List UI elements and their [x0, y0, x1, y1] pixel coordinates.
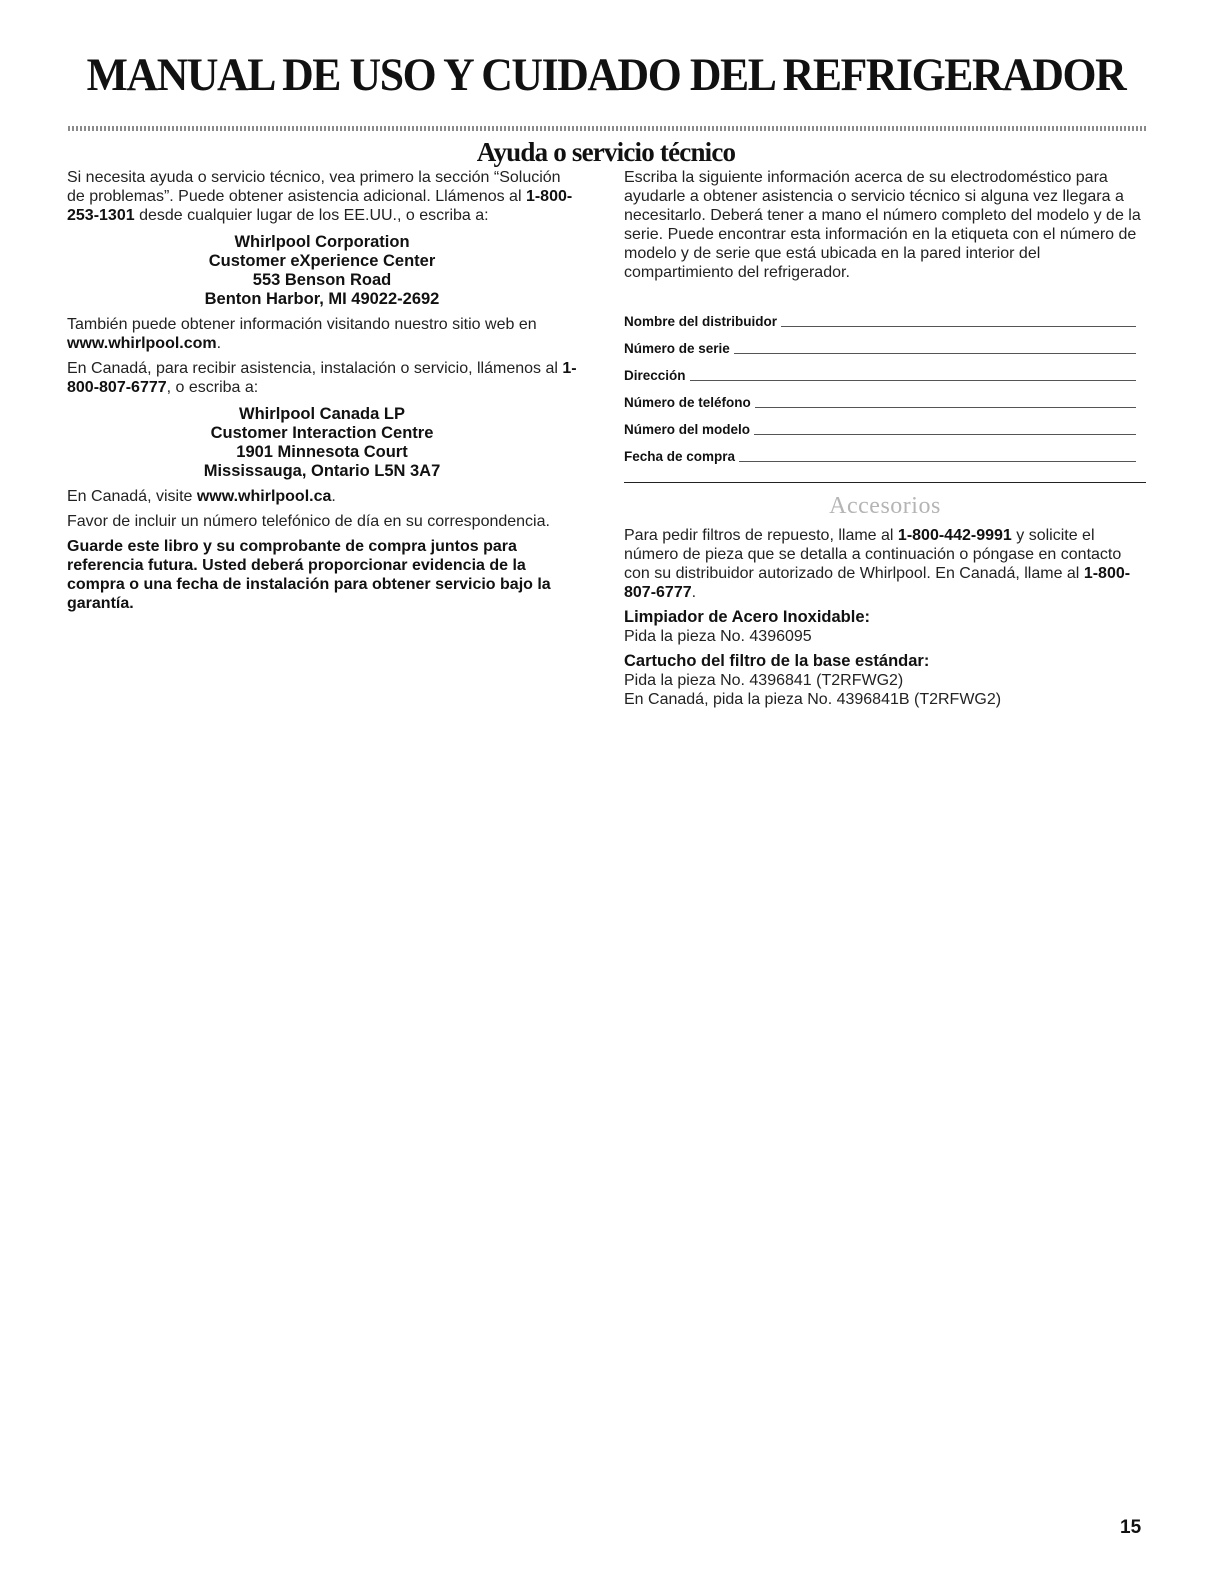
- left-column: [67, 168, 577, 619]
- form-label: Número de teléfono: [624, 395, 751, 410]
- filter-part: Pida la pieza No. 4396841 (T2RFWG2): [624, 672, 904, 689]
- text: , o escriba a:: [166, 379, 259, 396]
- cleaner-title: Limpiador de Acero Inoxidable:: [624, 608, 871, 626]
- address-line: Whirlpool Canada LP: [239, 405, 405, 423]
- website-paragraph: [67, 315, 577, 353]
- record-form: [624, 304, 1136, 466]
- text: También puede obtener información visitando nuestro sitio web en: [67, 316, 537, 333]
- form-row-phone: [624, 385, 1136, 412]
- form-line: [690, 379, 1136, 381]
- canada-paragraph: [67, 359, 577, 397]
- section-divider: [624, 482, 1146, 483]
- address-us: [67, 233, 577, 309]
- form-row-dealer: [624, 304, 1136, 331]
- phone-accessories-canada: 1-800-807-6777: [624, 565, 1131, 601]
- form-label: Nombre del distribuidor: [624, 314, 778, 329]
- address-line: Customer eXperience Center: [208, 252, 436, 270]
- help-paragraph: [67, 168, 577, 225]
- form-row-date: [624, 439, 1136, 466]
- form-line: [754, 433, 1136, 435]
- form-line: [739, 460, 1136, 462]
- accessories-paragraph: [624, 526, 1146, 602]
- address-line: Mississauga, Ontario L5N 3A7: [203, 462, 441, 480]
- canada-website-paragraph: [67, 487, 577, 506]
- phone-canada: 1-800-807-6777: [67, 360, 577, 396]
- address-line: 553 Benson Road: [252, 271, 392, 289]
- text: .: [216, 335, 222, 352]
- form-line: [755, 406, 1136, 408]
- info-intro: Escriba la siguiente información acerca de su electrodoméstico para ayudarle a obtener asistencia o servicio técnico si alguna vez llegara a necesitarlo. Deberá tener a mano el número completo del modelo y de la serie. Puede encontrar esta información en la etiqueta con el número de modelo y de serie que está ubicada en la pared interior del compartimiento del refrigerador.: [624, 169, 1141, 281]
- address-line: Whirlpool Corporation: [234, 233, 410, 251]
- cleaner-part: Pida la pieza No. 4396095: [624, 628, 812, 645]
- address-line: Customer Interaction Centre: [210, 424, 434, 442]
- form-label: Dirección: [624, 368, 686, 383]
- text: y solicite el número de pieza que se detalla a continuación o póngase en contacto con su distribuidor autorizado de Whirlpool. En Canadá, llame al: [624, 527, 1122, 582]
- form-row-model: [624, 412, 1136, 439]
- form-line: [781, 325, 1136, 327]
- form-label: Fecha de compra: [624, 449, 736, 464]
- page-title: MANUAL DE USO Y CUIDADO DEL REFRIGERADOR: [86, 49, 1126, 101]
- warranty-note: Guarde este libro y su comprobante de compra juntos para referencia futura. Usted deberá proporcionar evidencia de la compra o una fecha de instalación para obtener servicio bajo la garantía.: [67, 538, 551, 612]
- text: desde cualquier lugar de los EE.UU., o escriba a:: [134, 207, 489, 224]
- section-heading: Ayuda o servicio técnico: [476, 137, 736, 167]
- phone-us: 1-800-253-1301: [67, 188, 573, 224]
- address-line: 1901 Minnesota Court: [236, 443, 408, 461]
- phone-accessories: 1-800-442-9991: [897, 527, 1012, 544]
- form-label: Número del modelo: [624, 422, 751, 437]
- address-line: Benton Harbor, MI 49022-2692: [204, 290, 440, 308]
- text: En Canadá, para recibir asistencia, instalación o servicio, llámenos al: [67, 360, 563, 377]
- text: Para pedir filtros de repuesto, llame al: [624, 527, 898, 544]
- form-line: [734, 352, 1136, 354]
- website-canada: www.whirlpool.ca: [196, 488, 332, 505]
- form-row-serial: [624, 331, 1136, 358]
- title-divider: [68, 126, 1146, 131]
- website-us: www.whirlpool.com: [67, 335, 217, 352]
- text: .: [691, 584, 697, 601]
- form-label: Número de serie: [624, 341, 730, 356]
- filter-title: Cartucho del filtro de la base estándar:: [624, 652, 930, 670]
- right-column: [624, 168, 1146, 709]
- text: .: [331, 488, 336, 505]
- text: En Canadá, visite: [67, 488, 197, 505]
- text: Si necesita ayuda o servicio técnico, vea primero la sección “Solución de problemas”. Puede obtener asistencia adicional. Llámenos al: [67, 169, 561, 205]
- filter-part-canada: En Canadá, pida la pieza No. 4396841B (T2RFWG2): [624, 691, 1002, 708]
- phone-note: Favor de incluir un número telefónico de día en su correspondencia.: [67, 513, 550, 530]
- form-row-address: [624, 358, 1136, 385]
- page-number: 15: [1120, 1517, 1142, 1538]
- address-canada: [67, 405, 577, 481]
- accessories-heading: Accesorios: [829, 493, 941, 519]
